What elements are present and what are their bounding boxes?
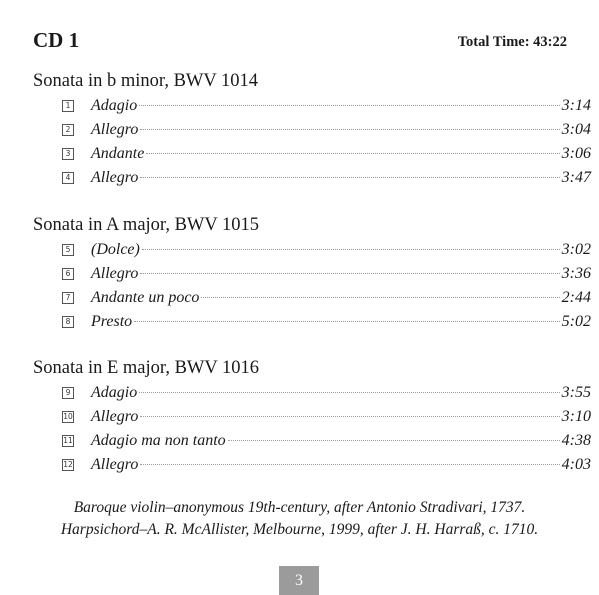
dot-leader: [140, 273, 559, 274]
track-row: [33, 287, 591, 311]
sonata-title: Sonata in b minor, BWV 1014: [33, 71, 259, 91]
track-number-box: 3: [62, 148, 74, 160]
dot-leader: [140, 177, 559, 178]
track-duration: 3:55: [561, 384, 591, 401]
track-name: Adagio ma non tanto: [91, 432, 226, 449]
track-name: Allegro: [91, 456, 139, 473]
track-duration: 4:38: [561, 432, 591, 449]
track-row: [33, 311, 591, 335]
track-name: Presto: [91, 313, 133, 330]
page-number: 3: [279, 566, 319, 595]
dot-leader: [228, 440, 560, 441]
dot-leader: [140, 464, 559, 465]
dot-leader: [146, 153, 559, 154]
track-number-box: 1: [62, 100, 74, 112]
track-row: [33, 167, 591, 191]
track-number-box: 4: [62, 172, 74, 184]
track-number-box: 7: [62, 292, 74, 304]
track-row: [33, 454, 591, 478]
track-duration: 3:02: [561, 241, 591, 258]
track-row: [33, 119, 591, 143]
track-duration: 5:02: [561, 313, 591, 330]
track-name: Adagio: [91, 97, 138, 114]
track-row: [33, 430, 591, 454]
track-row: [33, 239, 591, 263]
track-name: Andante: [91, 145, 145, 162]
dot-leader: [142, 249, 560, 250]
sonata-title: Sonata in A major, BWV 1015: [33, 215, 260, 235]
track-duration: 3:10: [561, 408, 591, 425]
dot-leader: [201, 297, 559, 298]
track-name: Allegro: [91, 169, 139, 186]
credits-line-violin: Baroque violin–anonymous 19th-century, after Antonio Stradivari, 1737.: [73, 499, 526, 516]
dot-leader: [139, 392, 559, 393]
dot-leader: [140, 129, 559, 130]
track-number-box: 9: [62, 387, 74, 399]
track-row: [33, 143, 591, 167]
dot-leader: [140, 416, 559, 417]
track-row: [33, 382, 591, 406]
track-number-box: 5: [62, 244, 74, 256]
sonata-section-1015: [33, 214, 591, 335]
track-name: Allegro: [91, 408, 139, 425]
track-number-box: 2: [62, 124, 74, 136]
total-time: Total Time: 43:22: [457, 34, 567, 50]
sonata-section-1016: [33, 357, 591, 478]
track-duration: 4:03: [561, 456, 591, 473]
instrument-credits: [0, 497, 599, 541]
track-number-box: 12: [63, 460, 73, 469]
sonata-title: Sonata in E major, BWV 1016: [33, 358, 260, 378]
dot-leader: [134, 321, 559, 322]
track-duration: 2:44: [561, 289, 591, 306]
credits-line-harpsichord: Harpsichord–A. R. McAllister, Melbourne, 1999, after J. H. Harraß, c. 1710.: [60, 521, 539, 538]
sonata-section-1014: [33, 70, 591, 191]
track-name: Andante un poco: [91, 289, 200, 306]
track-number-box: 11: [63, 436, 73, 445]
dot-leader: [139, 105, 559, 106]
track-duration: 3:14: [561, 97, 591, 114]
track-name: Allegro: [91, 265, 139, 282]
track-name: Allegro: [91, 121, 139, 138]
track-row: [33, 95, 591, 119]
track-row: [33, 406, 591, 430]
track-duration: 3:06: [561, 145, 591, 162]
track-name: (Dolce): [91, 241, 140, 258]
track-duration: 3:47: [561, 169, 591, 186]
track-number-box: 8: [62, 316, 74, 328]
track-number-box: 10: [63, 412, 73, 421]
track-duration: 3:36: [561, 265, 591, 282]
header: [33, 28, 567, 58]
track-name: Adagio: [91, 384, 138, 401]
track-duration: 3:04: [561, 121, 591, 138]
track-number-box: 6: [62, 268, 74, 280]
cd-title: CD 1: [33, 28, 80, 52]
track-row: [33, 263, 591, 287]
